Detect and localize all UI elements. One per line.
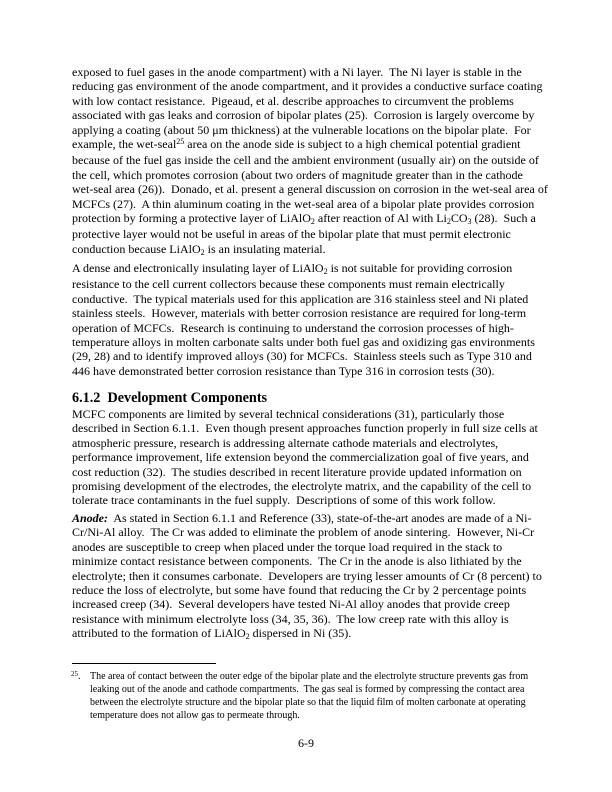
subscript-text: 2 bbox=[310, 217, 315, 227]
footnote-marker-number: 25 bbox=[71, 669, 78, 678]
text-segment: the cell, which promotes corrosion (about two orders of magnitude greater than in the cathode bbox=[72, 167, 523, 182]
text-line bbox=[90, 670, 550, 683]
text-segment: protection by forming a protective layer of LiAlO bbox=[72, 211, 311, 226]
text-segment: cost reduction (32). The studies described in recent literature provide updated information on bbox=[72, 464, 522, 479]
paragraph-bipolar-plate-corrosion bbox=[72, 65, 550, 258]
text-line bbox=[72, 493, 550, 507]
text-line bbox=[72, 465, 550, 479]
text-segment: example, the wet-seal bbox=[72, 137, 177, 152]
text-segment: temperature alloys in molten carbonate salts under both fuel gas and oxidizing gas environments bbox=[72, 335, 535, 350]
text-line bbox=[72, 421, 550, 435]
text-line bbox=[72, 450, 550, 464]
text-line bbox=[72, 436, 550, 450]
text-line bbox=[72, 123, 550, 137]
text-segment: 446 have demonstrated better corrosion resistance than Type 316 in corrosion tests (30). bbox=[72, 363, 495, 378]
text-line bbox=[72, 479, 550, 493]
footnote-marker-dot: . bbox=[78, 671, 81, 682]
text-line bbox=[72, 242, 550, 258]
text-segment: dispersed in Ni (35). bbox=[249, 626, 352, 641]
footnote-marker bbox=[71, 670, 81, 684]
text-segment: CO bbox=[450, 211, 468, 226]
text-segment: resistance to the cell current collectors because these components must remain electrically bbox=[72, 277, 505, 292]
subscript-text: 3 bbox=[467, 217, 472, 227]
text-line bbox=[72, 182, 550, 196]
text-line bbox=[72, 65, 550, 79]
subscript-text: 2 bbox=[446, 217, 451, 227]
subscript-text: 2 bbox=[245, 632, 250, 642]
text-line bbox=[72, 79, 550, 93]
text-segment: is an insulating material. bbox=[204, 241, 326, 256]
text-line bbox=[72, 349, 550, 363]
text-segment: temperature does not allow gas to permeate through. bbox=[90, 710, 300, 721]
text-line bbox=[72, 153, 550, 167]
text-line bbox=[72, 277, 550, 291]
text-segment: (28). Such a bbox=[471, 211, 536, 226]
paragraph-anode bbox=[72, 511, 550, 643]
footnote-separator bbox=[72, 663, 216, 664]
text-segment: promising development of the electrodes, the electrolyte matrix, and the capability of the cell to bbox=[72, 479, 532, 494]
text-line bbox=[72, 540, 550, 554]
text-segment: electrolyte; then it consumes carbonate. Developers are trying lesser amounts of Cr (8 percent) to bbox=[72, 568, 542, 583]
text-segment: MCFC components are limited by several technical considerations (31), particularly those bbox=[72, 407, 505, 421]
text-line bbox=[72, 306, 550, 320]
text-segment: associated with gas leaks and corrosion of bipolar plates (25). Corrosion is largely overcome by bbox=[72, 108, 535, 123]
text-line bbox=[72, 407, 550, 421]
text-line bbox=[72, 211, 550, 227]
text-line bbox=[90, 683, 550, 696]
paragraph-development-components-intro bbox=[72, 407, 550, 508]
footnote bbox=[72, 670, 550, 722]
text-segment: atmospheric pressure, research is addressing alternate cathode materials and electrolytes, bbox=[72, 435, 499, 450]
text-line bbox=[72, 612, 550, 626]
text-line bbox=[72, 227, 550, 241]
text-line bbox=[72, 261, 550, 277]
footnote-text bbox=[90, 670, 550, 722]
text-line bbox=[72, 197, 550, 211]
subscript-text: 2 bbox=[323, 267, 328, 276]
text-segment: operation of MCFCs. Research is continuing to understand the corrosion processes of high- bbox=[72, 320, 514, 335]
text-segment: Cr/Ni-Al alloy. The Cr was added to eliminate the problem of anode sintering. However, Ni-Cr bbox=[72, 525, 535, 540]
subscript-text: 2 bbox=[200, 247, 205, 257]
text-segment: area on the anode side is subject to a high chemical potential gradient bbox=[184, 137, 521, 152]
text-segment: protective layer would not be useful in areas of the bipolar plate that must permit electronic bbox=[72, 227, 511, 242]
text-segment: conductive. The typical materials used for this application are 316 stainless steel and Ni plated bbox=[72, 291, 529, 306]
text-segment: exposed to fuel gases in the anode compartment) with a Ni layer. The Ni layer is stable in the bbox=[72, 65, 522, 79]
text-segment: after reaction of Al with Li bbox=[314, 211, 447, 226]
text-line bbox=[72, 335, 550, 349]
text-line bbox=[72, 108, 550, 122]
text-line bbox=[72, 554, 550, 568]
text-line bbox=[72, 583, 550, 597]
text-line bbox=[90, 709, 550, 722]
text-segment: stainless steels. However, materials with better corrosion resistance are required for long-term bbox=[72, 306, 527, 321]
text-segment: is not suitable for providing corrosion bbox=[327, 261, 513, 275]
text-segment: performance improvement, life extension beyond the commercialization goal of five years, and bbox=[72, 450, 529, 465]
text-line bbox=[72, 569, 550, 583]
text-segment: wet-seal area (26)). Donado, et al. present a general discussion on corrosion in the wet-seal area of bbox=[72, 182, 548, 197]
text-segment: Anode: bbox=[72, 511, 108, 525]
text-line bbox=[72, 94, 550, 108]
text-segment: reduce the loss of electrolyte, but some have found that reducing the Cr by 2 percentage points bbox=[72, 583, 527, 598]
text-line bbox=[72, 626, 550, 642]
page-number: 6-9 bbox=[298, 736, 314, 750]
text-segment: As stated in Section 6.1.1 and Reference (33), state-of-the-art anodes are made of a Ni- bbox=[108, 511, 532, 525]
text-line bbox=[72, 525, 550, 539]
text-line bbox=[72, 597, 550, 611]
text-segment: attributed to the formation of LiAlO bbox=[72, 626, 246, 641]
text-segment: with low contact resistance. Pigeaud, et al. describe approaches to circumvent the problems bbox=[72, 93, 514, 108]
text-segment: resistance with minimum electrolyte loss (34, 35, 36). The low creep rate with this alloy is bbox=[72, 611, 509, 626]
text-segment: anodes are susceptible to creep when placed under the torque load required in the stack to bbox=[72, 539, 503, 554]
text-line bbox=[72, 511, 550, 525]
text-segment: leaking out of the anode and cathode compartments. The gas seal is formed by compressing the contact area bbox=[90, 684, 525, 695]
text-line bbox=[90, 696, 550, 709]
text-line bbox=[72, 168, 550, 182]
text-segment: between the electrolyte structure and the bipolar plate so that the liquid film of molten carbonate at operating bbox=[90, 697, 526, 708]
text-segment: applying a coating (about 50 μm thickness) at the vulnerable locations on the bipolar plate. For bbox=[72, 122, 531, 137]
text-line bbox=[72, 321, 550, 335]
text-line bbox=[72, 137, 550, 153]
text-segment: increased creep (34). Several developers have tested Ni-Al alloy anodes that provide creep bbox=[72, 597, 510, 612]
paragraph-current-collectors bbox=[72, 261, 550, 378]
text-segment: The area of contact between the outer edge of the bipolar plate and the electrolyte structure prevents gas from bbox=[90, 671, 529, 682]
text-segment: MCFCs (27). A thin aluminum coating in the wet-seal area of a bipolar plate provides corrosion bbox=[72, 196, 535, 211]
text-segment: tolerate trace contaminants in the fuel supply. Descriptions of some of this work follow. bbox=[72, 493, 496, 508]
text-line bbox=[72, 292, 550, 306]
text-segment: conduction because LiAlO bbox=[72, 241, 201, 256]
text-segment: described in Section 6.1.1. Even though present approaches function properly in full size cells at bbox=[72, 421, 538, 436]
superscript-text: 25 bbox=[176, 137, 185, 147]
section-heading-6-1-2: 6.1.2 Development Components bbox=[72, 390, 268, 406]
text-segment: A dense and electronically insulating layer of LiAlO bbox=[72, 261, 324, 275]
text-segment: because of the fuel gas inside the cell and the ambient environment (usually air) on the outside of bbox=[72, 153, 539, 168]
text-segment: (29, 28) and to identify improved alloys (30) for MCFCs. Stainless steels such as Type 310 and bbox=[72, 349, 532, 364]
text-segment: minimize contact resistance between components. The Cr in the anode is also lithiated by the bbox=[72, 554, 522, 569]
text-segment: reducing gas environment of the anode compartment, and it provides a conductive surface coating bbox=[72, 79, 543, 94]
text-line bbox=[72, 364, 550, 378]
